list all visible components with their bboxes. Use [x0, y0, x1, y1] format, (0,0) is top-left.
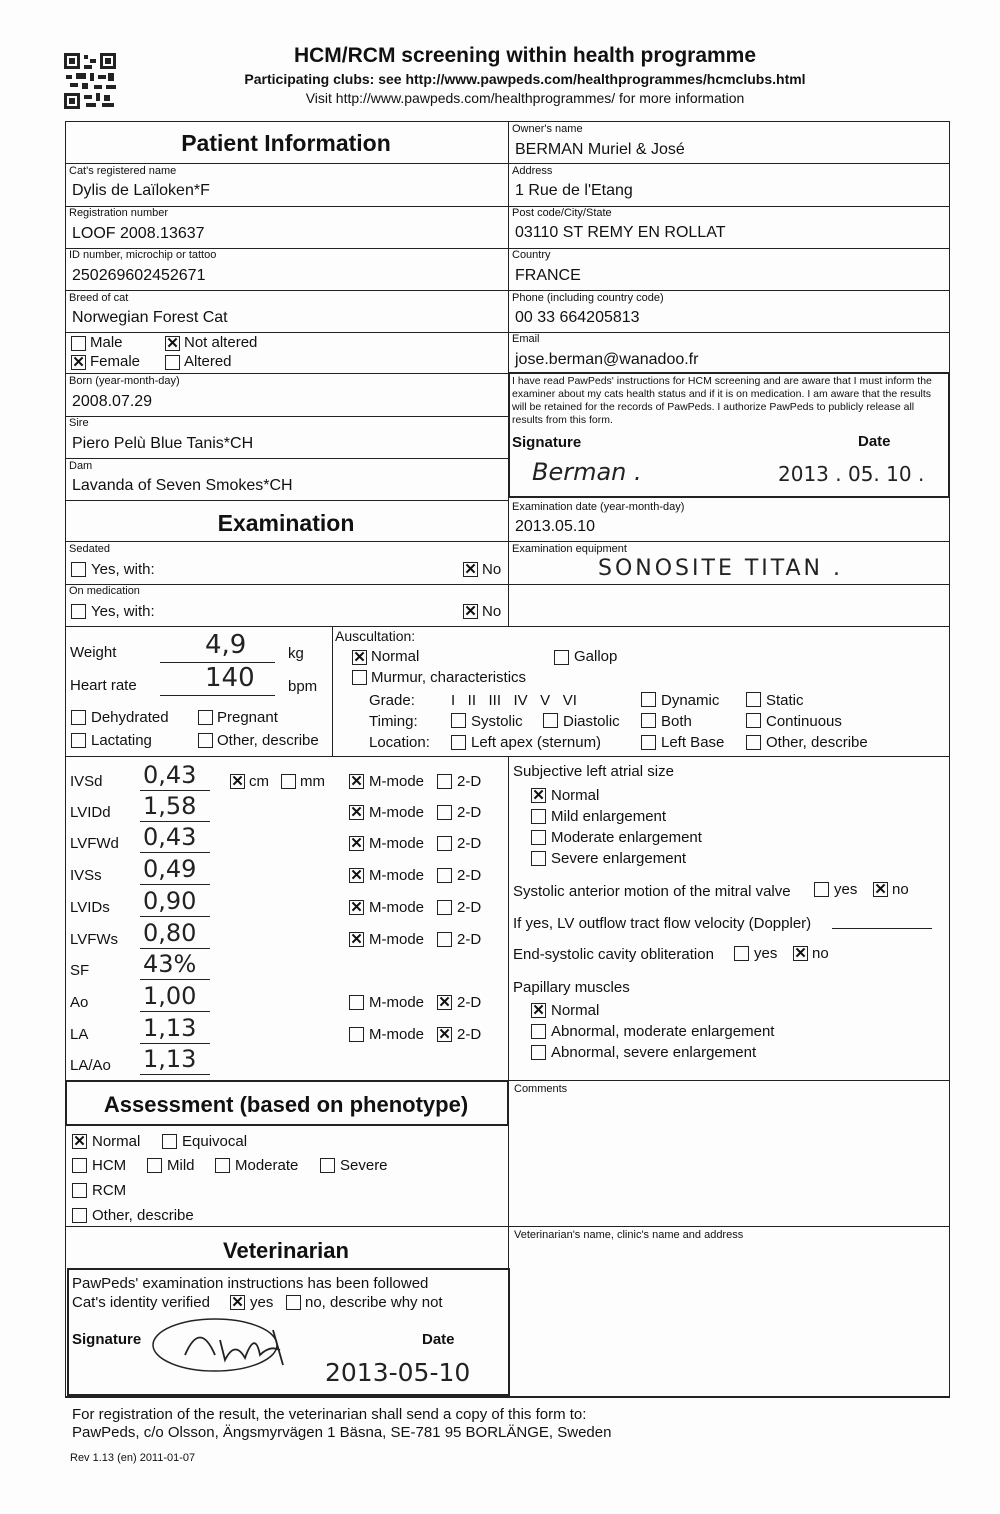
left-base-label: Left Base: [661, 734, 725, 751]
qr-code-icon: [64, 53, 116, 109]
lactating-label: Lactating: [91, 732, 152, 749]
diastolic-checkbox[interactable]: [543, 713, 558, 728]
atrial-moderate-label: Moderate enlargement: [551, 829, 702, 846]
twod-checkbox[interactable]: [437, 868, 452, 883]
examination-heading: Examination: [217, 510, 355, 536]
consent-text: I have read PawPeds' instructions for HCM screening and are aware that I must inform the examiner about my cats health status and if it is on medication. I am aware that the results will be retained for the records of PawPeds. I authorize PawPeds to publicly release all results from this form.: [512, 375, 932, 426]
footer-line1: For registration of the result, the veterinarian shall send a copy of this form to:: [72, 1406, 587, 1423]
female-label: Female: [90, 353, 141, 370]
other-vitals-label: Other, describe: [217, 732, 319, 749]
twod-checkbox[interactable]: [437, 836, 452, 851]
pap-moderate-checkbox[interactable]: [531, 1024, 546, 1039]
measurement-label: LA/Ao: [70, 1057, 111, 1074]
measurement-value[interactable]: 43%: [143, 950, 197, 978]
assess-normal-label: Normal: [92, 1133, 141, 1150]
murmur-checkbox[interactable]: [352, 670, 367, 685]
mmode-checkbox[interactable]: ✕: [350, 773, 363, 790]
atrial-severe-label: Severe enlargement: [551, 850, 687, 867]
esco-no-label: no: [812, 945, 829, 962]
measurement-label: SF: [70, 962, 90, 979]
phone-label: Phone (including country code): [512, 292, 664, 304]
born-field[interactable]: 2008.07.29: [72, 393, 153, 410]
both-label: Both: [661, 713, 692, 730]
measurement-label: LVFWs: [70, 931, 119, 948]
atrial-moderate-checkbox[interactable]: [531, 830, 546, 845]
form-title: HCM/RCM screening within health programme: [293, 44, 757, 67]
measurement-value[interactable]: 0,43: [143, 823, 197, 851]
pap-normal-label: Normal: [551, 1002, 600, 1019]
measurement-value[interactable]: 1,13: [143, 1045, 197, 1073]
pap-normal-checkbox[interactable]: ✕: [532, 1002, 545, 1019]
continuous-label: Continuous: [766, 713, 842, 730]
static-label: Static: [766, 692, 804, 709]
mmode-label: M-mode: [369, 773, 425, 790]
severe-label: Severe: [340, 1157, 388, 1174]
owner-date: 2013 . 05. 10 .: [778, 462, 925, 486]
mmode-label: M-mode: [369, 1026, 425, 1043]
pap-severe-checkbox[interactable]: [531, 1045, 546, 1060]
atrial-normal-label: Normal: [551, 787, 600, 804]
mmode-label: M-mode: [369, 835, 425, 852]
measurement-label: IVSd: [70, 773, 103, 790]
vet-date-label: Date: [422, 1331, 455, 1348]
location-label: Location:: [369, 734, 430, 751]
phone-field[interactable]: 00 33 664205813: [515, 309, 640, 326]
medication-no-checkbox[interactable]: ✕: [464, 603, 477, 620]
assess-normal-checkbox[interactable]: ✕: [73, 1133, 86, 1150]
atrial-severe-checkbox[interactable]: [531, 851, 546, 866]
kg-label: kg: [288, 645, 304, 662]
measurement-value[interactable]: 1,00: [143, 982, 197, 1010]
revision-label: Rev 1.13 (en) 2011-01-07: [70, 1452, 196, 1464]
static-checkbox[interactable]: [746, 692, 761, 707]
sedated-yes-checkbox[interactable]: [71, 562, 86, 577]
identity-no-checkbox[interactable]: [286, 1295, 301, 1310]
left-base-checkbox[interactable]: [641, 735, 656, 750]
identity-yes-checkbox[interactable]: ✕: [231, 1294, 244, 1311]
sedated-yes-label: Yes, with:: [91, 561, 155, 578]
mmode-checkbox[interactable]: ✕: [350, 867, 363, 884]
pap-moderate-label: Abnormal, moderate enlargement: [551, 1023, 775, 1040]
twod-label: 2-D: [457, 804, 482, 821]
systolic-checkbox[interactable]: [451, 713, 466, 728]
breed-label: Breed of cat: [69, 292, 129, 304]
both-checkbox[interactable]: [641, 713, 656, 728]
mmode-label: M-mode: [369, 931, 425, 948]
footer-line2: PawPeds, c/o Olsson, Ängsmyrvägen 1 Bäsna, SE-781 95 BORLÄNGE, Sweden: [72, 1424, 612, 1441]
vet-date[interactable]: 2013-05-10: [325, 1358, 471, 1387]
male-label: Male: [90, 334, 123, 351]
weight-field[interactable]: 4,9: [205, 630, 247, 660]
sam-no-label: no: [892, 881, 909, 898]
measurement-value[interactable]: 0,80: [143, 919, 197, 947]
moderate-checkbox[interactable]: [215, 1158, 230, 1173]
exam-date-field[interactable]: 2013.05.10: [515, 518, 596, 535]
measurement-label: LVIDs: [70, 899, 110, 916]
esco-yes-checkbox[interactable]: [734, 946, 749, 961]
sam-no-checkbox[interactable]: ✕: [874, 881, 887, 898]
pregnant-label: Pregnant: [217, 709, 278, 726]
measurement-label: LVIDd: [70, 804, 111, 821]
dynamic-checkbox[interactable]: [641, 692, 656, 707]
born-label: Born (year-month-day): [69, 375, 180, 387]
identity-yes-label: yes: [250, 1294, 274, 1311]
sam-yes-checkbox[interactable]: [814, 882, 829, 897]
lvot-label: If yes, LV outflow tract flow velocity (Doppler): [513, 915, 812, 932]
mmode-checkbox[interactable]: [349, 1027, 364, 1042]
email-label: Email: [512, 333, 540, 345]
mmode-checkbox[interactable]: ✕: [350, 804, 363, 821]
esco-label: End-systolic cavity obliteration: [513, 946, 714, 963]
dam-label: Dam: [69, 460, 93, 472]
assess-equivocal-label: Equivocal: [182, 1133, 248, 1150]
severe-checkbox[interactable]: [320, 1158, 335, 1173]
twod-label: 2-D: [457, 835, 482, 852]
rcm-label: RCM: [92, 1182, 127, 1199]
breed-field[interactable]: Norwegian Forest Cat: [72, 309, 228, 326]
diastolic-label: Diastolic: [563, 713, 620, 730]
heart-rate-field[interactable]: 140: [205, 663, 255, 693]
comments-label: Comments: [514, 1083, 568, 1095]
hcm-label: HCM: [92, 1157, 127, 1174]
medication-no-label: No: [482, 603, 502, 620]
dam-field[interactable]: Lavanda of Seven Smokes*CH: [72, 477, 293, 494]
assess-equivocal-checkbox[interactable]: [162, 1134, 177, 1149]
post-field[interactable]: 03110 ST REMY EN ROLLAT: [515, 224, 726, 241]
pap-severe-label: Abnormal, severe enlargement: [551, 1044, 757, 1061]
address-field[interactable]: 1 Rue de l'Etang: [515, 182, 633, 199]
auscultation-normal-checkbox[interactable]: ✕: [353, 649, 366, 666]
left-apex-label: Left apex (sternum): [471, 734, 602, 751]
vet-signature-label: Signature: [72, 1331, 142, 1348]
measurement-label: LVFWd: [70, 835, 119, 852]
gallop-checkbox[interactable]: [554, 650, 569, 665]
equipment-label: Examination equipment: [512, 543, 627, 555]
mmode-checkbox[interactable]: [349, 995, 364, 1010]
mmode-label: M-mode: [369, 804, 425, 821]
sire-field[interactable]: Piero Pelù Blue Tanis*CH: [72, 435, 254, 452]
dehydrated-label: Dehydrated: [91, 709, 169, 726]
other-location-label: Other, describe: [766, 734, 868, 751]
medication-yes-checkbox[interactable]: [71, 604, 86, 619]
measurement-label: LA: [70, 1026, 89, 1043]
bpm-label: bpm: [288, 678, 318, 695]
cm-label: cm: [249, 773, 269, 790]
email-field[interactable]: jose.berman@wanadoo.fr: [515, 351, 699, 368]
not-altered-label: Not altered: [184, 334, 258, 351]
other-location-checkbox[interactable]: [746, 735, 761, 750]
mmode-checkbox[interactable]: ✕: [350, 931, 363, 948]
hcm-checkbox[interactable]: [72, 1158, 87, 1173]
twod-label: 2-D: [457, 1026, 482, 1043]
sire-label: Sire: [69, 417, 89, 429]
measurement-value[interactable]: 0,43: [143, 761, 197, 789]
mm-label: mm: [300, 773, 325, 790]
owner-name-field[interactable]: BERMAN Muriel & José: [515, 141, 685, 158]
atrial-mild-checkbox[interactable]: [531, 809, 546, 824]
grade-label: Grade:: [369, 692, 415, 709]
sedated-no-label: No: [482, 561, 502, 578]
murmur-label: Murmur, characteristics: [371, 669, 527, 686]
cat-name-label: Cat's registered name: [69, 165, 177, 177]
mmode-checkbox[interactable]: ✕: [350, 835, 363, 852]
left-apex-checkbox[interactable]: [451, 735, 466, 750]
altered-checkbox[interactable]: [165, 355, 180, 370]
cm-checkbox[interactable]: ✕: [231, 773, 244, 790]
sam-yes-label: yes: [834, 881, 858, 898]
auscultation-normal-label: Normal: [371, 648, 420, 665]
reg-label: Registration number: [69, 207, 169, 219]
reg-field[interactable]: LOOF 2008.13637: [72, 225, 205, 242]
twod-label: 2-D: [457, 899, 482, 916]
measurement-value[interactable]: 1,58: [143, 792, 197, 820]
country-label: Country: [512, 249, 551, 261]
post-label: Post code/City/State: [512, 207, 612, 219]
pregnant-checkbox[interactable]: [198, 710, 213, 725]
measurement-value[interactable]: 0,90: [143, 887, 197, 915]
clubs-line: Participating clubs: see http://www.pawpeds.com/healthprogrammes/hcmclubs.html: [244, 71, 806, 87]
atrial-normal-checkbox[interactable]: ✕: [532, 787, 545, 804]
heart-rate-label: Heart rate: [70, 677, 137, 694]
twod-checkbox[interactable]: ✕: [438, 994, 451, 1011]
clinic-label: Veterinarian's name, clinic's name and address: [514, 1229, 744, 1241]
id-field[interactable]: 250269602452671: [72, 267, 206, 284]
auscultation-label: Auscultation:: [335, 628, 416, 644]
owner-name-label: Owner's name: [512, 123, 583, 135]
sedated-no-checkbox[interactable]: ✕: [464, 561, 477, 578]
medication-yes-label: Yes, with:: [91, 603, 155, 620]
moderate-label: Moderate: [235, 1157, 299, 1174]
measurement-label: IVSs: [70, 867, 102, 884]
assessment-heading: Assessment (based on phenotype): [103, 1092, 469, 1117]
twod-checkbox[interactable]: [437, 932, 452, 947]
sam-label: Systolic anterior motion of the mitral valve: [513, 883, 791, 900]
identity-label: Cat's identity verified: [72, 1294, 210, 1311]
female-checkbox[interactable]: ✕: [72, 354, 85, 371]
twod-checkbox[interactable]: [437, 900, 452, 915]
not-altered-checkbox[interactable]: ✕: [166, 335, 179, 352]
patient-heading: Patient Information: [181, 130, 391, 156]
veterinarian-heading: Veterinarian: [223, 1238, 349, 1263]
address-label: Address: [512, 165, 553, 177]
owner-signature-label: Signature: [512, 434, 582, 451]
gallop-label: Gallop: [574, 648, 618, 665]
mild-checkbox[interactable]: [147, 1158, 162, 1173]
atrial-mild-label: Mild enlargement: [551, 808, 667, 825]
rcm-checkbox[interactable]: [72, 1183, 87, 1198]
mmode-label: M-mode: [369, 994, 425, 1011]
weight-label: Weight: [70, 644, 117, 661]
sedated-label: Sedated: [69, 543, 110, 555]
mmode-checkbox[interactable]: ✕: [350, 899, 363, 916]
papillary-label: Papillary muscles: [513, 979, 630, 996]
mild-label: Mild: [167, 1157, 195, 1174]
exam-date-label: Examination date (year-month-day): [512, 501, 685, 513]
twod-label: 2-D: [457, 867, 482, 884]
mmode-label: M-mode: [369, 899, 425, 916]
cat-name-field[interactable]: Dylis de Laïloken*F: [72, 182, 210, 199]
vet-instructions: PawPeds' examination instructions has been followed: [72, 1275, 429, 1292]
owner-date-label: Date: [858, 433, 891, 450]
twod-checkbox[interactable]: [437, 805, 452, 820]
twod-label: 2-D: [457, 773, 482, 790]
twod-checkbox[interactable]: ✕: [438, 1026, 451, 1043]
esco-no-checkbox[interactable]: ✕: [794, 945, 807, 962]
other-vitals-checkbox[interactable]: [198, 733, 213, 748]
id-label: ID number, microchip or tattoo: [69, 249, 217, 261]
twod-label: 2-D: [457, 994, 482, 1011]
visit-line: Visit http://www.pawpeds.com/healthprogrammes/ for more information: [305, 90, 745, 106]
owner-signature: Berman .: [532, 458, 642, 486]
dynamic-label: Dynamic: [661, 692, 720, 709]
atrial-size-label: Subjective left atrial size: [513, 763, 674, 780]
systolic-label: Systolic: [471, 713, 523, 730]
esco-yes-label: yes: [754, 945, 778, 962]
equipment-field[interactable]: SONOSITE TITAN .: [598, 556, 843, 581]
male-checkbox[interactable]: [71, 336, 86, 351]
measurement-value[interactable]: 1,13: [143, 1014, 197, 1042]
identity-no-label: no, describe why not: [305, 1294, 443, 1311]
dehydrated-checkbox[interactable]: [71, 710, 86, 725]
grade-values: I II III IV V VI: [451, 692, 577, 709]
timing-label: Timing:: [369, 713, 418, 730]
medication-label: On medication: [69, 585, 140, 597]
mm-checkbox[interactable]: [281, 774, 296, 789]
assess-other-label: Other, describe: [92, 1207, 194, 1224]
twod-checkbox[interactable]: [437, 774, 452, 789]
altered-label: Altered: [184, 353, 232, 370]
mmode-label: M-mode: [369, 867, 425, 884]
lactating-checkbox[interactable]: [71, 733, 86, 748]
measurement-value[interactable]: 0,49: [143, 855, 197, 883]
measurement-label: Ao: [70, 994, 89, 1011]
vet-signature-scribble: [145, 1310, 315, 1380]
assess-other-checkbox[interactable]: [72, 1208, 87, 1223]
twod-label: 2-D: [457, 931, 482, 948]
country-field[interactable]: FRANCE: [515, 267, 581, 284]
continuous-checkbox[interactable]: [746, 713, 761, 728]
